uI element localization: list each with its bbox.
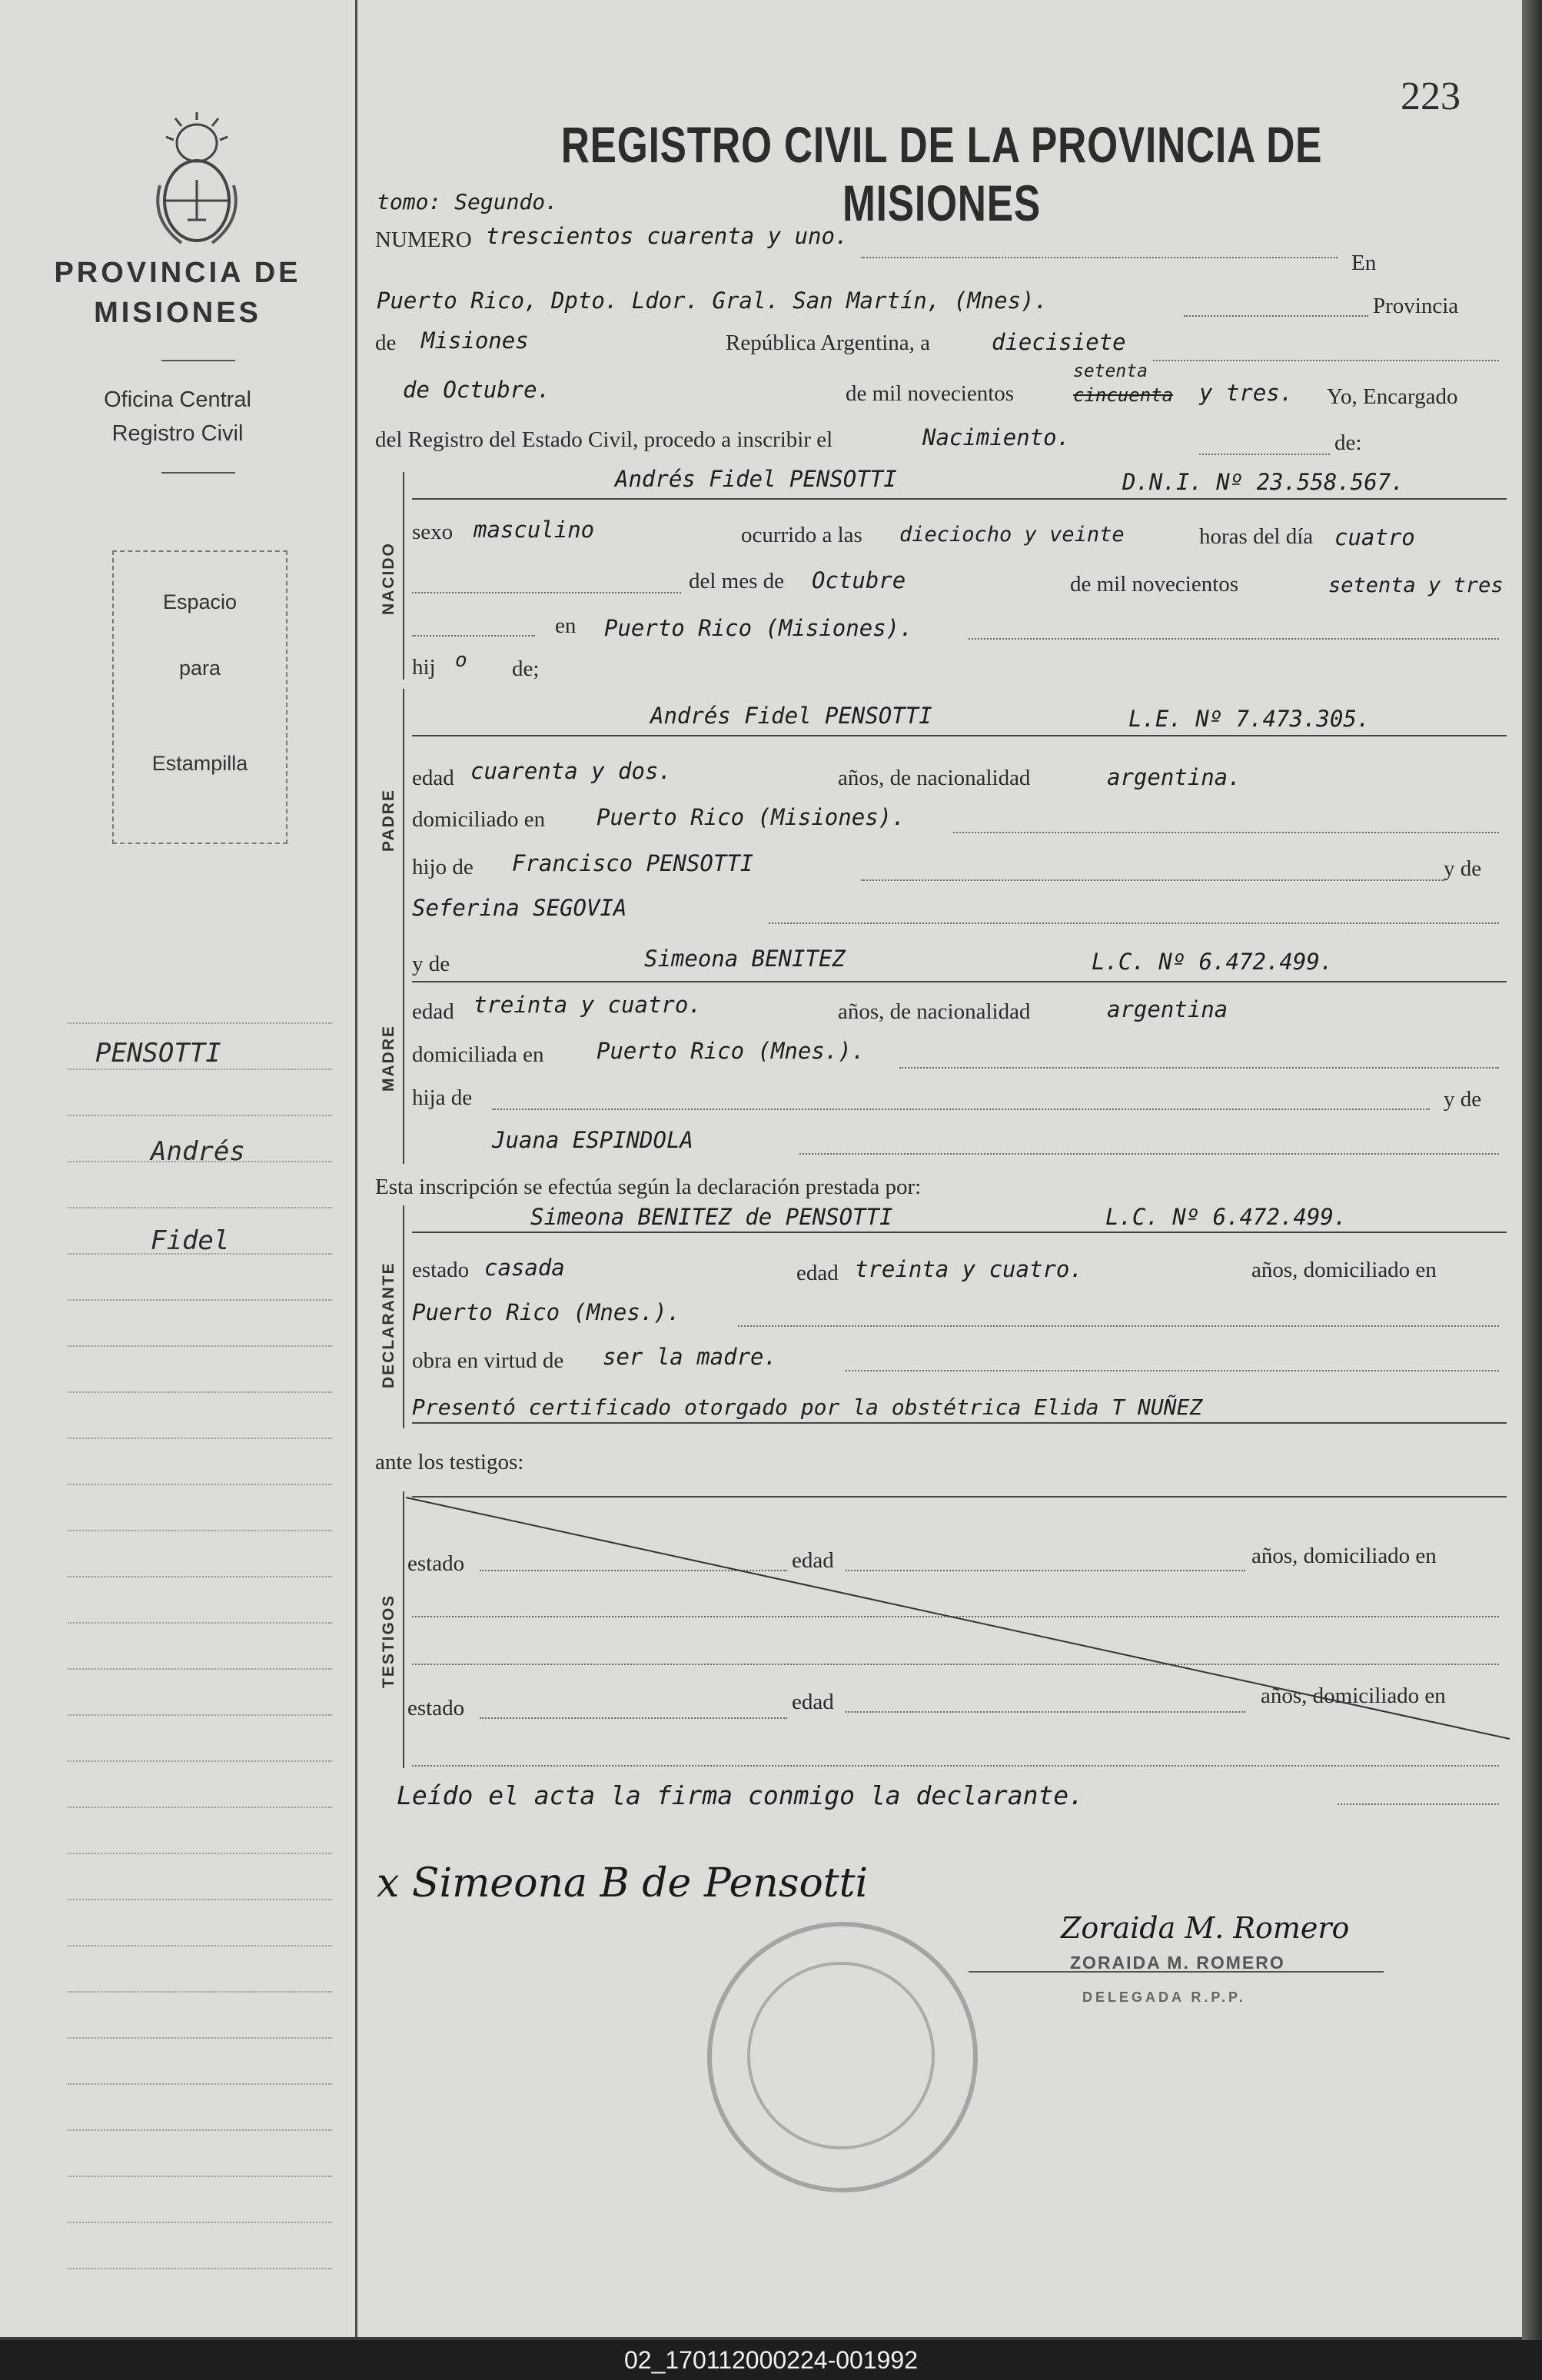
declarante-anios-label: años, domiciliado en [1251, 1258, 1437, 1282]
fill-line [799, 1153, 1499, 1155]
sidebar-ruled-line [68, 2083, 332, 2085]
fill-line [738, 1325, 1499, 1327]
margin-first-name: Andrés [151, 1136, 245, 1167]
sexo-value: masculino [474, 517, 595, 543]
closing-statement: Leído el acta la firma conmigo la declarante. [397, 1780, 1085, 1810]
madre-edad-value: treinta y cuatro. [474, 992, 702, 1018]
de-label-nacido: de; [512, 656, 540, 681]
fill-line [412, 1765, 1499, 1767]
anio-label: de mil novecientos [1070, 572, 1239, 597]
fill-line [1199, 454, 1330, 455]
book-binding-edge [1522, 0, 1542, 2380]
madre-edad-label: edad [412, 999, 454, 1024]
sidebar-ruled-line [68, 2129, 332, 2131]
sidebar-ruled-line [68, 1853, 332, 1854]
margin-surname: PENSOTTI [95, 1038, 221, 1069]
sidebar-ruled-line [68, 2176, 332, 2177]
dia-value: cuatro [1334, 524, 1415, 550]
padre-edad-label: edad [412, 766, 454, 790]
registro-label: del Registro del Estado Civil, procedo a inscribir el [375, 427, 833, 452]
horas-label: horas del día [1199, 524, 1314, 549]
de-colon-label: de: [1334, 430, 1362, 455]
file-id: 02_170112000224-001992 [623, 2346, 918, 2374]
madre-mother: Juana ESPINDOLA [492, 1127, 693, 1153]
testigo2-anios-label: años, domiciliado en [1261, 1684, 1446, 1708]
sidebar-ruled-line [68, 1622, 332, 1624]
sidebar-ruled-line [68, 1899, 332, 1900]
fill-line [412, 592, 681, 593]
nacido-name: Andrés Fidel PENSOTTI [615, 466, 897, 492]
officer-stamp-title: DELEGADA R.P.P. [1082, 1989, 1246, 2005]
declarante-doc: L.C. Nº 6.472.499. [1105, 1204, 1348, 1230]
fill-line [861, 257, 1338, 258]
madre-name: Simeona BENITEZ [644, 946, 846, 972]
declarante-edad-label: edad [796, 1261, 839, 1285]
section-bar [403, 472, 404, 680]
sidebar-ruled-line [68, 2037, 332, 2039]
declarante-name: Simeona BENITEZ de PENSOTTI [530, 1204, 893, 1230]
cancel-diagonal-line [404, 1496, 1511, 1742]
section-label-nacido: NACIDO [380, 542, 397, 615]
place-value: Puerto Rico, Dpto. Ldor. Gral. San Martín, (Mnes). [377, 288, 1048, 314]
fill-line [412, 498, 1507, 500]
madre-y-de-label: y de [412, 952, 450, 976]
testigo1-estado-label: estado [407, 1551, 465, 1576]
padre-domicilio-value: Puerto Rico (Misiones). [597, 804, 906, 830]
fill-line [1184, 315, 1368, 317]
month-value: de Octubre. [403, 377, 551, 403]
en-label: En [1351, 251, 1377, 275]
year-label: de mil novecientos [846, 381, 1015, 406]
section-label-testigos: TESTIGOS [380, 1594, 397, 1688]
fill-line [412, 1422, 1507, 1424]
sidebar-ruled-line [68, 1391, 332, 1393]
fill-line [412, 735, 1507, 736]
mes-value: Octubre [812, 567, 906, 593]
mes-label: del mes de [689, 569, 785, 593]
provincia-label: Provincia [1373, 294, 1459, 318]
sidebar-province-line-2: MISIONES [94, 297, 261, 329]
declarante-estado-value: casada [484, 1255, 565, 1281]
hij-value: o [455, 649, 467, 672]
officer-signature: Zoraida M. Romero [1061, 1911, 1350, 1945]
ocurrido-label: ocurrido a las [741, 523, 862, 547]
sidebar-ruled-line [68, 1945, 332, 1946]
numero-label: NUMERO [375, 228, 472, 252]
sidebar-office-line-1: Oficina Central [104, 387, 251, 412]
section-bar [403, 1205, 404, 1428]
testigo1-edad-label: edad [792, 1548, 834, 1573]
testigo1-anios-label: años, domiciliado en [1251, 1544, 1437, 1568]
testigo2-estado-label: estado [407, 1696, 465, 1720]
section-label-declarante: DECLARANTE [380, 1261, 397, 1388]
sidebar-ruled-line [68, 2222, 332, 2223]
declarante-obra-value: ser la madre. [603, 1344, 777, 1370]
sidebar-ruled-line [68, 1345, 332, 1347]
padre-father: Francisco PENSOTTI [512, 850, 754, 876]
madre-domicilio-label: domiciliada en [412, 1042, 544, 1067]
fill-line [861, 879, 1445, 881]
section-label-madre: MADRE [380, 1025, 397, 1092]
hora-value: dieciocho y veinte [899, 523, 1125, 547]
numero-value: trescientos cuarenta y uno. [486, 223, 849, 249]
act-type: Nacimiento. [922, 424, 1071, 450]
padre-hijo-label: hijo de [412, 855, 474, 879]
fill-line [1338, 1803, 1499, 1805]
sidebar-ruled-line [68, 1576, 332, 1577]
testigos-intro: ante los testigos: [375, 1450, 524, 1474]
fill-line [769, 922, 1499, 924]
fill-line [1153, 360, 1499, 361]
sidebar-divider [161, 360, 235, 361]
margin-middle-name: Fidel [151, 1225, 230, 1256]
padre-edad-value: cuarenta y dos. [470, 758, 672, 784]
padre-y-de-label: y de [1444, 856, 1482, 881]
lugar-value: Puerto Rico (Misiones). [604, 615, 913, 641]
en-label-nacido: en [555, 613, 577, 638]
file-id-bar [0, 2340, 1542, 2380]
fill-line [492, 1109, 1430, 1110]
declarante-domicilio-value: Puerto Rico (Mnes.). [412, 1299, 681, 1325]
declarante-edad-value: treinta y cuatro. [855, 1256, 1083, 1282]
document-title: REGISTRO CIVIL DE LA PROVINCIA DE MISIONES [560, 116, 1323, 231]
fill-line [969, 638, 1499, 640]
fill-line [412, 635, 535, 637]
sidebar-ruled-line [68, 1022, 332, 1024]
year-inserted: setenta [1073, 361, 1148, 381]
year-struck: cincuenta [1073, 384, 1174, 406]
province-value: Misiones [421, 327, 529, 354]
padre-name: Andrés Fidel PENSOTTI [650, 703, 932, 729]
declarante-estado-label: estado [412, 1258, 470, 1282]
madre-y-de-label-2: y de [1444, 1087, 1482, 1112]
padre-domicilio-label: domiciliado en [412, 807, 546, 832]
madre-nacionalidad: argentina [1107, 996, 1228, 1022]
padre-nacionalidad: argentina. [1107, 764, 1241, 790]
madre-domicilio-value: Puerto Rico (Mnes.). [597, 1038, 866, 1064]
stamp-box [112, 550, 287, 844]
fill-line [953, 832, 1499, 833]
padre-doc: L.E. Nº 7.473.305. [1128, 706, 1371, 732]
declarante-intro: Esta inscripción se efectúa según la declaración prestada por: [375, 1175, 922, 1199]
sidebar-ruled-line [68, 1714, 332, 1716]
officer-stamp-name: ZORAIDA M. ROMERO [1070, 1953, 1285, 1973]
declarante-certificado: Presentó certificado otorgado por la obstétrica Elida T NUÑEZ [412, 1394, 1203, 1420]
hij-label: hij [412, 655, 436, 680]
sidebar-office-line-2: Registro Civil [111, 421, 244, 446]
fill-line [412, 1232, 1507, 1233]
sidebar-ruled-line [68, 1668, 332, 1670]
sidebar-ruled-line [68, 2268, 332, 2269]
sidebar-ruled-line [68, 1299, 332, 1301]
section-label-padre: PADRE [380, 789, 397, 852]
sidebar-ruled-line [68, 1069, 332, 1070]
official-registry-seal [707, 1922, 978, 2192]
de-label: de [375, 331, 397, 355]
fill-line [412, 981, 1507, 982]
year-value: y tres. [1199, 380, 1294, 406]
anio-value: setenta y tres [1328, 573, 1504, 597]
declarante-signature: x Simeona B de Pensotti [377, 1860, 869, 1906]
section-bar [403, 949, 404, 1164]
testigo2-edad-label: edad [792, 1690, 834, 1714]
sidebar-ruled-line [68, 1115, 332, 1116]
padre-mother: Seferina SEGOVIA [412, 895, 627, 921]
declarante-obra-label: obra en virtud de [412, 1348, 564, 1373]
yo-label: Yo, Encargado [1327, 384, 1458, 409]
fill-line [846, 1370, 1499, 1371]
stamp-box-line-2: para [178, 656, 221, 680]
madre-hija-label: hija de [412, 1085, 473, 1110]
sidebar-province-line-1: PROVINCIA DE [54, 257, 301, 289]
stamp-box-line-3: Estampilla [151, 752, 248, 775]
day-value: diecisiete [992, 329, 1126, 355]
section-bar [403, 689, 404, 950]
sidebar-ruled-line [68, 1807, 332, 1808]
fill-line [899, 1067, 1499, 1069]
sidebar-ruled-line [68, 1484, 332, 1485]
madre-doc: L.C. Nº 6.472.499. [1092, 949, 1334, 975]
madre-anios-label: años, de nacionalidad [838, 999, 1031, 1024]
sidebar-ruled-line [68, 1207, 332, 1208]
sidebar-divider [161, 472, 235, 474]
republica-label: República Argentina, a [726, 331, 931, 355]
stamp-box-line-1: Espacio [162, 590, 238, 613]
sidebar-ruled-line [68, 1760, 332, 1762]
tomo-note: tomo: Segundo. [377, 189, 559, 214]
sidebar-ruled-line [68, 1991, 332, 1993]
sexo-label: sexo [412, 520, 454, 544]
sidebar-ruled-line [68, 1438, 332, 1439]
national-coat-of-arms-icon [151, 112, 243, 251]
folio-number: 223 [1401, 75, 1461, 118]
sidebar [0, 0, 357, 2337]
nacido-dni: D.N.I. Nº 23.558.567. [1122, 469, 1404, 495]
sidebar-ruled-line [68, 1530, 332, 1531]
padre-anios-label: años, de nacionalidad [838, 766, 1031, 790]
